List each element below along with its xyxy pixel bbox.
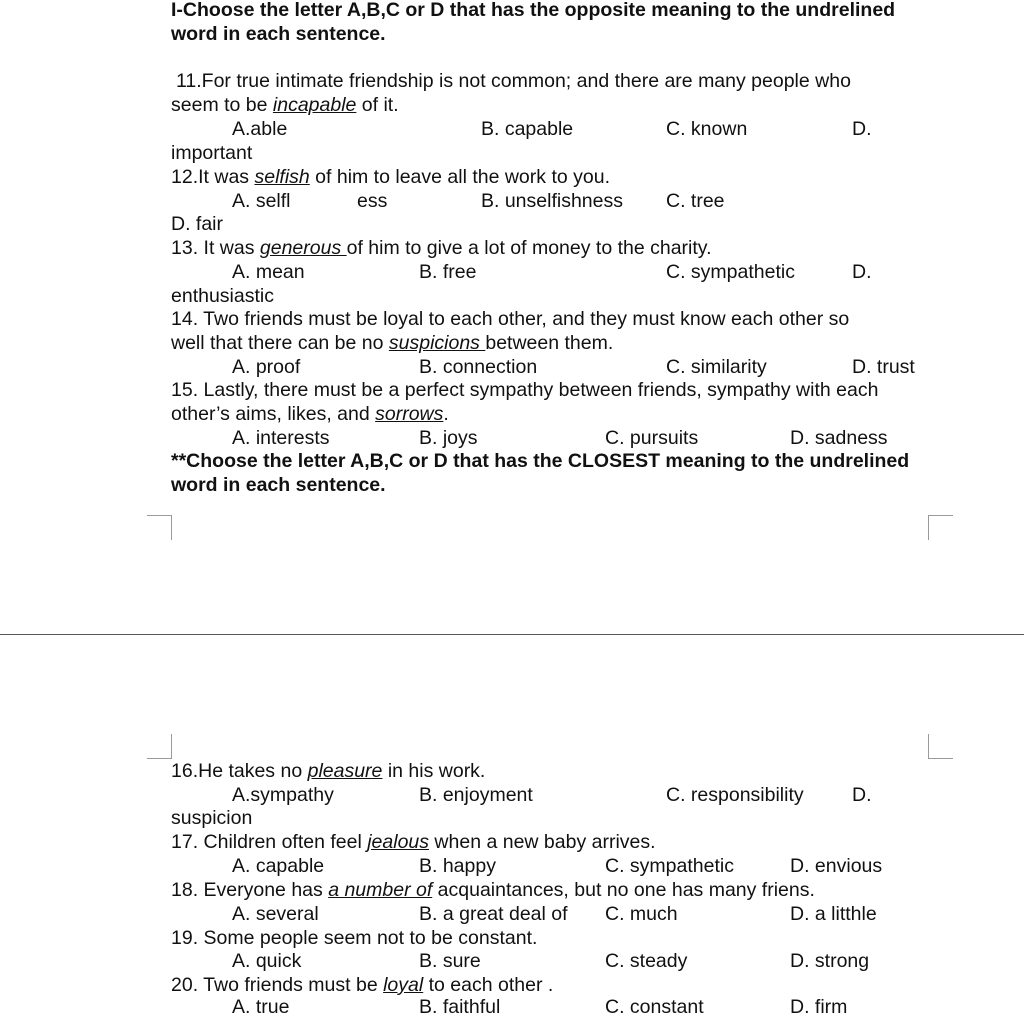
q14-option-b: B. connection <box>419 356 538 378</box>
q16-option-a: A.sympathy <box>232 784 334 806</box>
q17-option-a: A. capable <box>232 855 325 877</box>
q14-option-d: D. trust <box>852 356 915 378</box>
q17-question: 17. Children often feel jealous when a new baby arrives. <box>171 831 656 853</box>
q16-option-c: C. responsibility <box>666 784 804 806</box>
q11-line2: seem to be incapable of it. <box>171 94 399 116</box>
q12-option-d: D. fair <box>171 213 224 235</box>
q17-option-d: D. envious <box>790 855 883 877</box>
section2-heading-line2: word in each sentence. <box>171 474 386 496</box>
margin-corner-top-right <box>928 734 953 759</box>
q18-option-b: B. a great deal of <box>419 903 568 925</box>
q12-option-a: A. selfl <box>232 190 291 212</box>
q20-option-d: D. firm <box>790 996 848 1018</box>
q15-option-a: A. interests <box>232 427 330 449</box>
q11-option-a: A.able <box>232 118 288 140</box>
q11-option-b: B. capable <box>481 118 574 140</box>
q12-question: 12.It was selfish of him to leave all the work to you. <box>171 166 610 188</box>
q17-option-c: C. sympathetic <box>605 855 734 877</box>
q14-option-a: A. proof <box>232 356 301 378</box>
q17-option-b: B. happy <box>419 855 496 877</box>
q16-option-d: D. <box>852 784 872 806</box>
q19-question: 19. Some people seem not to be constant. <box>171 927 538 949</box>
q15-line1: 15. Lastly, there must be a perfect sympathy between friends, sympathy with each <box>171 379 879 401</box>
q17-keyword: jealous <box>367 831 430 853</box>
margin-corner-top-left <box>147 734 172 759</box>
q15-keyword: sorrows <box>375 403 444 425</box>
q18-keyword: a number of <box>328 879 433 901</box>
q19-option-d: D. strong <box>790 950 870 972</box>
q13-keyword: generous <box>259 237 347 259</box>
q14-option-c: C. similarity <box>666 356 767 378</box>
q11-line1: 11.For true intimate friendship is not common; and there are many people who <box>176 70 851 92</box>
q12-option-a-part2: ess <box>357 190 388 212</box>
q18-option-c: C. much <box>605 903 678 925</box>
q18-question: 18. Everyone has a number of acquaintances, but no one has many friens. <box>171 879 815 901</box>
margin-corner-bottom-left <box>147 515 172 540</box>
q13-option-c: C. sympathetic <box>666 261 795 283</box>
section1-heading-line2: word in each sentence. <box>171 23 386 45</box>
q11-keyword: incapable <box>272 94 357 116</box>
q13-option-a: A. mean <box>232 261 305 283</box>
q16-option-d-text: suspicion <box>171 807 253 829</box>
q15-line2: other’s aims, likes, and sorrows. <box>171 403 449 425</box>
q11-option-d: D. <box>852 118 872 140</box>
q12-keyword: selfish <box>254 166 310 188</box>
q15-option-d: D. sadness <box>790 427 888 449</box>
q20-question: 20. Two friends must be loyal to each other . <box>171 974 554 996</box>
q13-question: 13. It was generous of him to give a lot of money to the charity. <box>171 237 712 259</box>
q13-option-d-text: enthusiastic <box>171 285 274 307</box>
q14-line2: well that there can be no suspicions between them. <box>171 332 614 354</box>
q13-option-b: B. free <box>419 261 477 283</box>
q12-option-b: B. unselfishness <box>481 190 623 212</box>
q19-option-c: C. steady <box>605 950 688 972</box>
q16-keyword: pleasure <box>307 760 383 782</box>
q20-option-a: A. true <box>232 996 290 1018</box>
q19-option-a: A. quick <box>232 950 302 972</box>
q18-option-a: A. several <box>232 903 319 925</box>
q20-option-b: B. faithful <box>419 996 501 1018</box>
q16-option-b: B. enjoyment <box>419 784 533 806</box>
q19-option-b: B. sure <box>419 950 481 972</box>
q13-option-d: D. <box>852 261 872 283</box>
margin-corner-bottom-right <box>928 515 953 540</box>
q12-option-c: C. tree <box>666 190 725 212</box>
q11-option-d-text: important <box>171 142 253 164</box>
q14-line1: 14. Two friends must be loyal to each other, and they must know each other so <box>171 308 850 330</box>
q15-option-b: B. joys <box>419 427 478 449</box>
q20-keyword: loyal <box>383 974 424 996</box>
section2-heading-line1: **Choose the letter A,B,C or D that has the CLOSEST meaning to the undrelined <box>171 450 910 472</box>
q11-option-c: C. known <box>666 118 748 140</box>
q14-keyword: suspicions <box>388 332 486 354</box>
q15-option-c: C. pursuits <box>605 427 699 449</box>
q16-question: 16.He takes no pleasure in his work. <box>171 760 486 782</box>
section1-heading-line1: I-Choose the letter A,B,C or D that has the opposite meaning to the undrelined <box>171 0 896 21</box>
q18-option-d: D. a litthle <box>790 903 877 925</box>
q20-option-c: C. constant <box>605 996 704 1018</box>
page-break <box>0 634 1024 635</box>
